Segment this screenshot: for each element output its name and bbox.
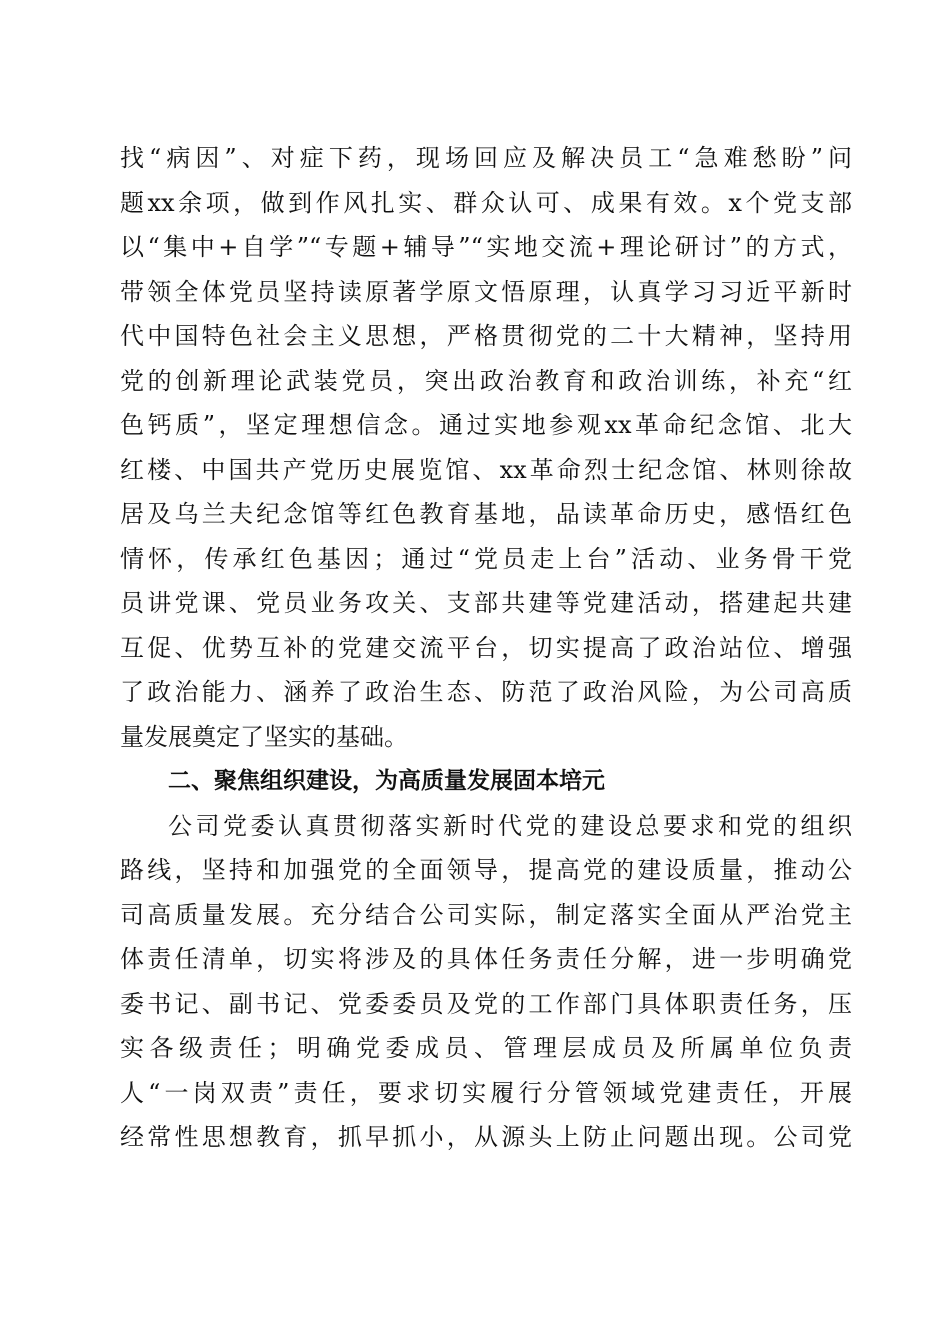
text-line: 实各级责任；明确党委成员、管理层成员及所属单位负责 [120,1034,852,1062]
text-line: 红楼、中国共产党历史展览馆、xx革命烈士纪念馆、林则徐故 [120,455,852,484]
text-line: 题xx余项，做到作风扎实、群众认可、成果有效。x个党支部 [120,188,852,217]
text-line: 委书记、副书记、党委委员及党的工作部门具体职责任务，压 [120,989,852,1018]
text-line: 员讲党课、党员业务攻关、支部共建等党建活动，搭建起共建 [120,589,852,617]
text-line: 色钙质”，坚定理想信念。通过实地参观xx革命纪念馆、北大 [120,411,852,439]
document-body [120,136,852,1160]
text-line: 体责任清单，切实将涉及的具体任务责任分解，进一步明确党 [120,945,852,973]
text-line: 经常性思想教育，抓早抓小，从源头上防止问题出现。公司党 [120,1123,852,1151]
text-line: 带领全体党员坚持读原著学原文悟原理，认真学习习近平新时 [120,277,852,306]
text-line: 党的创新理论武装党员，突出政治教育和政治训练，补充“红 [120,366,852,395]
text-line: 情怀，传承红色基因；通过“党员走上台”活动、业务骨干党 [120,544,852,573]
text-line: 路线，坚持和加强党的全面领导，提高党的建设质量，推动公 [120,856,852,884]
text-line: 人“一岗双责”责任，要求切实履行分管领域党建责任，开展 [120,1078,852,1107]
text-line: 以“集中+自学”“专题+辅导”“实地交流+理论研讨”的方式， [120,233,852,261]
text-line: 居及乌兰夫纪念馆等红色教育基地，品读革命历史，感悟红色 [120,500,852,528]
section-heading: 二、聚焦组织建设，为高质量发展固本培元 [168,768,605,794]
text-line: 找“病因”、对症下药，现场回应及解决员工“急难愁盼”问 [120,144,852,172]
text-line: 了政治能力、涵养了政治生态、防范了政治风险，为公司高质 [120,678,852,706]
text-line: 司高质量发展。充分结合公司实际，制定落实全面从严治党主 [120,900,852,929]
text-line: 代中国特色社会主义思想，严格贯彻党的二十大精神，坚持用 [120,322,852,350]
text-line: 量发展奠定了坚实的基础。 [120,722,408,751]
text-line: 互促、优势互补的党建交流平台，切实提高了政治站位、增强 [120,633,852,662]
text-line: 公司党委认真贯彻落实新时代党的建设总要求和党的组织 [168,811,852,840]
